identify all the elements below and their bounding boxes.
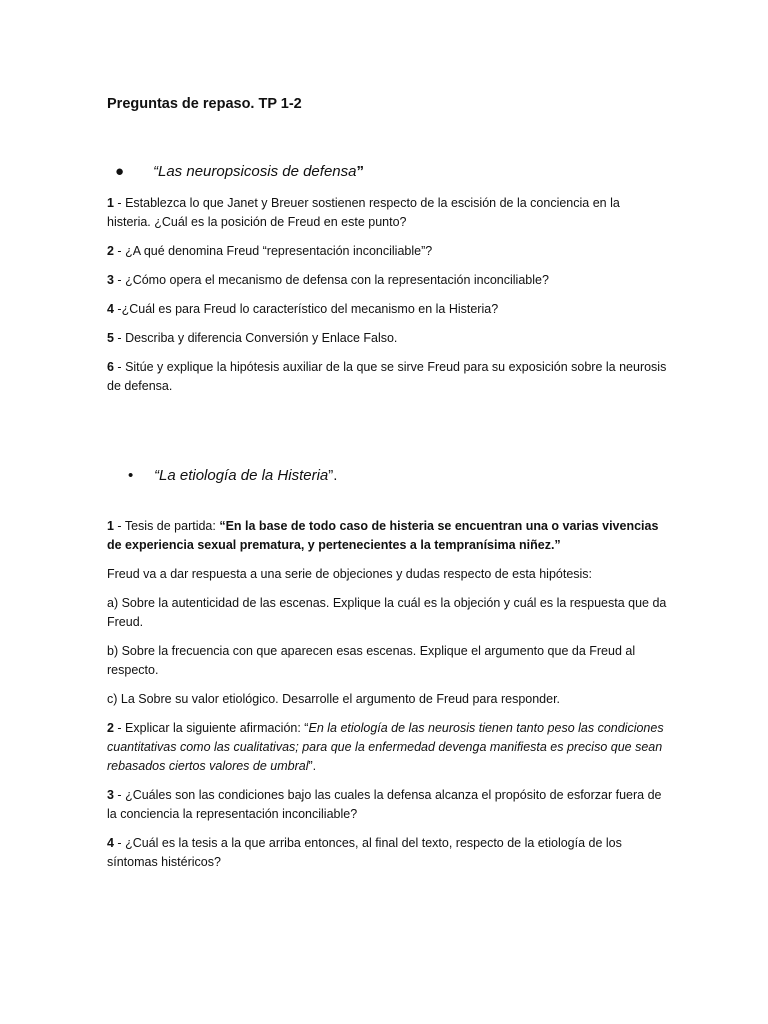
question-2: 2 - ¿A qué denomina Freud “representación inconciliable”? — [107, 244, 433, 258]
subitem-c: c) La Sobre su valor etiológico. Desarrolle el argumento de Freud para responder. — [107, 692, 561, 706]
question-4: 4 -¿Cuál es para Freud lo característico del mecanismo en la Histeria? — [107, 302, 499, 316]
heading-quote-open: “ — [153, 163, 158, 180]
etiologia-question-1: 1 - Tesis de partida: “En la base de todo caso de histeria se encuentran una o varias vivencias de experiencia sexual prematura, y pertenecientes a la tempranísima niñez.” — [107, 519, 659, 552]
section-heading-neuropsicosis — [115, 162, 364, 182]
intro-text: Freud va a dar respuesta a una serie de objeciones y dudas respecto de esta hipótesis: — [107, 567, 593, 581]
question-6: 6 - Sitúe y explique la hipótesis auxiliar de la que se sirve Freud para su exposición sobre la neurosis de defensa. — [107, 360, 667, 393]
etiologia-question-2: 2 - Explicar la siguiente afirmación: “En la etiología de las neurosis tienen tanto peso las condiciones cuantitativas como las cualitativas; para que la enfermedad devenga manifiesta es preciso que sean rebasados ciertos valores de umbral”. — [107, 721, 664, 773]
section-heading-etiologia — [128, 466, 337, 486]
heading-text: “La etiología de la Histeria — [154, 467, 329, 484]
heading-text: Las neuropsicosis de defensa — [158, 163, 357, 180]
question-1: 1 - Establezca lo que Janet y Breuer sostienen respecto de la escisión de la conciencia en la histeria. ¿Cuál es la posición de Freud en este punto? — [107, 196, 620, 229]
etiologia-question-4: 4 - ¿Cuál es la tesis a la que arriba entonces, al final del texto, respecto de la etiología de los síntomas histéricos? — [107, 836, 622, 869]
subitem-b: b) Sobre la frecuencia con que aparecen esas escenas. Explique el argumento que da Freud al respecto. — [107, 644, 636, 677]
page-title: Preguntas de repaso. TP 1-2 — [107, 96, 302, 112]
subitem-a: a) Sobre la autenticidad de las escenas. Explique la cuál es la objeción y cuál es la respuesta que da Freud. — [107, 596, 667, 629]
heading-quote-close: ” — [356, 163, 364, 180]
question-3: 3 - ¿Cómo opera el mecanismo de defensa con la representación inconciliable? — [107, 273, 549, 287]
heading-suffix: ”. — [328, 467, 338, 484]
bullet-icon: ● — [115, 163, 125, 180]
bullet-icon: • — [128, 467, 134, 484]
question-5: 5 - Describa y diferencia Conversión y Enlace Falso. — [107, 331, 398, 345]
etiologia-question-3: 3 - ¿Cuáles son las condiciones bajo las cuales la defensa alcanza el propósito de esforzar fuera de la conciencia la representación inconciliable? — [107, 788, 662, 821]
